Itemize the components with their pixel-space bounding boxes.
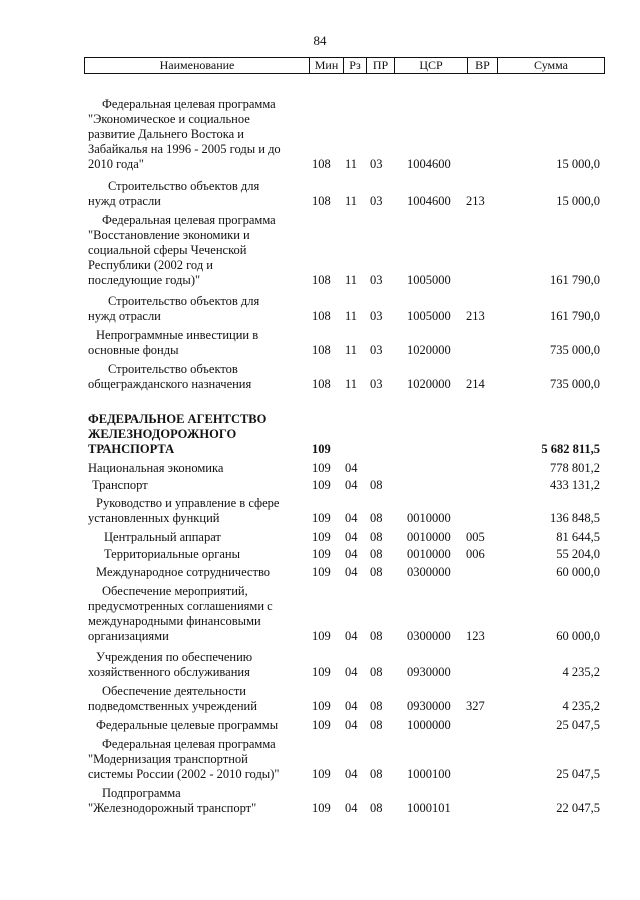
- header-min: Мин: [310, 58, 344, 73]
- cell-csr: 1000100: [407, 767, 451, 781]
- cell-csr: 0010000: [407, 547, 451, 561]
- row-name-line: Территориальные органы: [104, 547, 241, 561]
- cell-rz: 04: [345, 547, 358, 561]
- cell-min: 109: [312, 461, 331, 475]
- cell-rz: 04: [345, 665, 358, 679]
- cell-pr: 08: [370, 565, 383, 579]
- cell-min: 108: [312, 377, 331, 391]
- cell-vr: 327: [466, 699, 485, 713]
- row-name-line: организациями: [88, 629, 169, 643]
- cell-sum: 55 204,0: [556, 547, 600, 561]
- row-name-line: предусмотренных соглашениями с: [88, 599, 273, 613]
- cell-pr: 03: [370, 343, 383, 357]
- cell-rz: 04: [345, 511, 358, 525]
- row-name: [88, 213, 316, 288]
- header-csr: ЦСР: [395, 58, 468, 73]
- header-vr: ВР: [468, 58, 498, 73]
- cell-sum: 60 000,0: [556, 565, 600, 579]
- cell-sum: 735 000,0: [550, 377, 600, 391]
- cell-min: 109: [312, 530, 331, 544]
- cell-csr: 0010000: [407, 530, 451, 544]
- row-name-line: Федеральная целевая программа: [102, 213, 276, 227]
- cell-vr: 006: [466, 547, 485, 561]
- row-name: [88, 461, 302, 476]
- row-name-line: общегражданского назначения: [88, 377, 252, 391]
- row-name-line: Республики (2002 год и: [88, 258, 213, 272]
- row-name-line: Строительство объектов: [108, 362, 238, 376]
- cell-pr: 03: [370, 377, 383, 391]
- cell-sum: 161 790,0: [550, 273, 600, 287]
- cell-rz: 04: [345, 699, 358, 713]
- cell-pr: 03: [370, 273, 383, 287]
- cell-sum: 22 047,5: [556, 801, 600, 815]
- cell-rz: 11: [345, 194, 358, 208]
- row-name-line: Обеспечение деятельности: [102, 684, 247, 698]
- cell-sum: 735 000,0: [550, 343, 600, 357]
- cell-rz: 04: [345, 801, 358, 815]
- row-name: [88, 737, 316, 782]
- cell-pr: 03: [370, 157, 383, 171]
- row-name-line: Забайкалья на 1996 - 2005 годы и до: [88, 142, 281, 156]
- cell-rz: 04: [345, 530, 358, 544]
- cell-csr: 1000000: [407, 718, 451, 732]
- row-name-line: ТРАНСПОРТА: [88, 442, 175, 456]
- cell-sum: 136 848,5: [550, 511, 600, 525]
- row-name: [88, 650, 310, 680]
- cell-csr: 1005000: [407, 309, 451, 323]
- cell-sum: 4 235,2: [562, 665, 600, 679]
- cell-pr: 08: [370, 718, 383, 732]
- row-name-line: "Экономическое и социальное: [88, 112, 250, 126]
- row-name: [92, 478, 306, 493]
- cell-min: 108: [312, 194, 331, 208]
- page-number: 84: [313, 33, 327, 48]
- cell-rz: 04: [345, 718, 358, 732]
- row-name-line: ФЕДЕРАЛЬНОЕ АГЕНТСТВО: [88, 412, 267, 426]
- cell-min: 109: [312, 718, 331, 732]
- row-name: [88, 97, 316, 172]
- cell-min: 109: [312, 767, 331, 781]
- row-name-line: Обеспечение мероприятий,: [102, 584, 248, 598]
- cell-rz: 04: [345, 478, 358, 492]
- row-name-line: международными финансовыми: [88, 614, 261, 628]
- cell-csr: 1020000: [407, 343, 451, 357]
- cell-min: 109: [312, 801, 331, 815]
- row-name: [88, 684, 316, 714]
- cell-csr: 0300000: [407, 629, 451, 643]
- cell-pr: 08: [370, 547, 383, 561]
- row-name-line: системы России (2002 - 2010 годы)": [88, 767, 280, 781]
- cell-vr: 123: [466, 629, 485, 643]
- cell-min: 109: [312, 442, 331, 456]
- cell-sum: 15 000,0: [556, 194, 600, 208]
- cell-csr: 1004600: [407, 194, 451, 208]
- cell-sum: 25 047,5: [556, 767, 600, 781]
- cell-min: 109: [312, 547, 331, 561]
- row-name-line: нужд отрасли: [88, 194, 161, 208]
- cell-sum: 5 682 811,5: [541, 442, 600, 456]
- row-name: [88, 179, 322, 209]
- row-name: [88, 496, 310, 526]
- cell-sum: 60 000,0: [556, 629, 600, 643]
- row-name-line: Руководство и управление в сфере: [96, 496, 280, 510]
- header-name: Наименование: [85, 58, 310, 73]
- cell-pr: 08: [370, 629, 383, 643]
- cell-csr: 1000101: [407, 801, 451, 815]
- cell-sum: 161 790,0: [550, 309, 600, 323]
- cell-pr: 08: [370, 801, 383, 815]
- cell-pr: 08: [370, 699, 383, 713]
- cell-rz: 04: [345, 629, 358, 643]
- cell-csr: 0930000: [407, 699, 451, 713]
- cell-sum: 433 131,2: [550, 478, 600, 492]
- header-sum: Сумма: [534, 58, 568, 72]
- cell-min: 108: [312, 273, 331, 287]
- row-name: [88, 362, 322, 392]
- row-name-line: "Железнодорожный транспорт": [88, 801, 257, 815]
- cell-min: 108: [312, 309, 331, 323]
- cell-csr: 0300000: [407, 565, 451, 579]
- cell-min: 109: [312, 478, 331, 492]
- cell-sum: 778 801,2: [550, 461, 600, 475]
- cell-rz: 11: [345, 309, 358, 323]
- table-header: [84, 57, 605, 74]
- row-name: [96, 565, 310, 580]
- cell-vr: 005: [466, 530, 485, 544]
- row-name-line: хозяйственного обслуживания: [88, 665, 250, 679]
- row-name-line: подведомственных учреждений: [88, 699, 257, 713]
- cell-rz: 11: [345, 377, 358, 391]
- row-name-line: 2010 года": [88, 157, 144, 171]
- cell-rz: 04: [345, 767, 358, 781]
- cell-min: 109: [312, 511, 331, 525]
- row-name-line: установленных функций: [88, 511, 220, 525]
- row-name-line: Центральный аппарат: [104, 530, 221, 544]
- cell-sum: 15 000,0: [556, 157, 600, 171]
- cell-csr: 1020000: [407, 377, 451, 391]
- row-name-line: Транспорт: [92, 478, 148, 492]
- cell-min: 108: [312, 343, 331, 357]
- cell-min: 108: [312, 157, 331, 171]
- row-name-line: Федеральная целевая программа: [102, 97, 276, 111]
- cell-min: 109: [312, 565, 331, 579]
- row-name-line: развитие Дальнего Востока и: [88, 127, 244, 141]
- row-name: [104, 547, 318, 562]
- row-name-line: "Восстановление экономики и: [88, 228, 250, 242]
- cell-pr: 08: [370, 767, 383, 781]
- cell-rz: 11: [345, 273, 358, 287]
- cell-sum: 25 047,5: [556, 718, 600, 732]
- cell-rz: 11: [345, 157, 358, 171]
- row-name-line: Непрограммные инвестиции в: [96, 328, 259, 342]
- row-name-line: Федеральная целевая программа: [102, 737, 276, 751]
- cell-csr: 0930000: [407, 665, 451, 679]
- row-name: [88, 584, 316, 644]
- row-name-line: Международное сотрудничество: [96, 565, 271, 579]
- row-name: [88, 412, 302, 457]
- row-name: [88, 786, 316, 816]
- row-name-line: нужд отрасли: [88, 309, 161, 323]
- cell-rz: 11: [345, 343, 358, 357]
- row-name-line: ЖЕЛЕЗНОДОРОЖНОГО: [88, 427, 237, 441]
- row-name-line: социальной сферы Чеченской: [88, 243, 247, 257]
- row-name-line: Строительство объектов для: [108, 294, 260, 308]
- row-name-line: основные фонды: [88, 343, 179, 357]
- cell-min: 109: [312, 665, 331, 679]
- cell-rz: 04: [345, 461, 358, 475]
- cell-csr: 0010000: [407, 511, 451, 525]
- cell-pr: 08: [370, 478, 383, 492]
- row-name: [88, 294, 322, 324]
- row-name-line: "Модернизация транспортной: [88, 752, 248, 766]
- cell-sum: 81 644,5: [556, 530, 600, 544]
- header-rz: Рз: [344, 58, 367, 73]
- row-name-line: последующие годы)": [88, 273, 201, 287]
- row-name-line: Строительство объектов для: [108, 179, 260, 193]
- cell-vr: 213: [466, 194, 485, 208]
- row-name-line: Федеральные целевые программы: [96, 718, 279, 732]
- cell-pr: 08: [370, 511, 383, 525]
- cell-pr: 08: [370, 665, 383, 679]
- row-name-line: Национальная экономика: [88, 461, 224, 475]
- cell-csr: 1005000: [407, 273, 451, 287]
- cell-sum: 4 235,2: [562, 699, 600, 713]
- row-name-line: Учреждения по обеспечению: [96, 650, 253, 664]
- cell-pr: 08: [370, 530, 383, 544]
- row-name: [104, 530, 318, 545]
- cell-pr: 03: [370, 309, 383, 323]
- header-pr: ПР: [367, 58, 395, 73]
- cell-vr: 214: [466, 377, 485, 391]
- cell-csr: 1004600: [407, 157, 451, 171]
- row-name-line: Подпрограмма: [102, 786, 181, 800]
- cell-pr: 03: [370, 194, 383, 208]
- row-name: [96, 718, 310, 733]
- cell-min: 109: [312, 629, 331, 643]
- row-name: [88, 328, 310, 358]
- cell-min: 109: [312, 699, 331, 713]
- cell-vr: 213: [466, 309, 485, 323]
- cell-rz: 04: [345, 565, 358, 579]
